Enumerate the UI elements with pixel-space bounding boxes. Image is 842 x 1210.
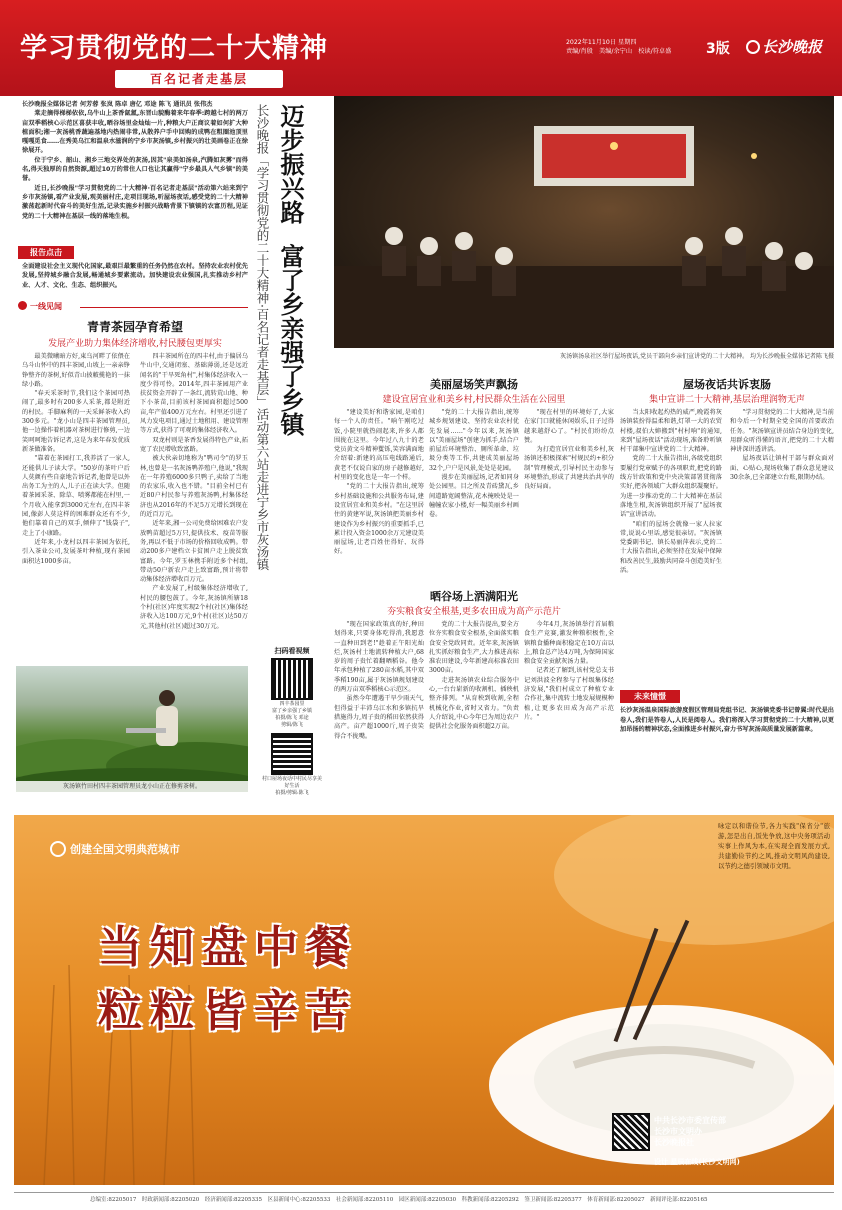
qr-code-video-2[interactable] bbox=[273, 735, 311, 773]
story1-paragraph: "党的二十大报告指出,统筹城乡规划建设、坚持农业农村优先发展……"今年以来,灰汤镇以"美丽屋场"创建为抓手,结合户前屋后环境整治、厕所革命、垃圾分类等工作,共建成美丽屋场32个,户户是风景,处处是花园。 bbox=[429, 409, 519, 472]
report-box-label: 报告点击 bbox=[18, 246, 74, 259]
ad-headline-1: 当知盘中餐 bbox=[98, 922, 358, 973]
story1-paragraph: 漫步在美丽屋场,记者如同身处公园里。目之所及青砖黛瓦,乡间道路宽阔整洁,花木掩映处是一幢幢农家小楼,好一幅美丽乡村画卷。 bbox=[429, 474, 519, 519]
main-photo bbox=[334, 96, 834, 348]
story1-paragraph: "现在村里的环境好了,大家在家门口就能休闲娱乐,日子过得越来越舒心了。"村民们纷纷点赞。 bbox=[524, 409, 614, 444]
ad-sponsors: 中共长沙市委宣传部 长沙市文明办 长沙晚报社 bbox=[654, 1115, 726, 1147]
headline-second-text: 富了乡亲强了乡镇 bbox=[276, 244, 305, 436]
frontline-paragraph: 近年来,小龙村以四丰茶园为依托,引入茶业公司,发展茶叶种植,现有茶园面积达1000多亩。 bbox=[22, 538, 130, 565]
lead-paragraph-2: 位于宁乡、韶山、湘乡三地交界处的灰汤,因其"泉美如汤泉,汽腾如灰雾"而得名,得天独厚的自然资源,超过10万的常住人口也让其赢得"宁乡最具人气乡镇"的美誉。 bbox=[22, 156, 248, 183]
frontline-paragraph: 产业发展了,村级集体经济增收了,村民的腰包鼓了。今年,灰汤镇所辖18个村(社区)年度实现2个村(社区)集体经济收入达100万元,9个村(社区)达50万元,其他村(社区)超过30万元。 bbox=[140, 585, 248, 630]
headline-kicker-text: 长沙晚报「学习贯彻党的二十大精神·百名记者走基层」活动第六站走进宁乡市灰汤镇 bbox=[255, 104, 270, 571]
story3-subtitle: 夯实粮食安全根基,更多农田成为高产示范片 bbox=[387, 607, 561, 617]
story1-col-3 bbox=[524, 408, 614, 590]
story3-paragraph: 走进灰汤镇农业综合服务中心,一台台崭新的收割机、插秧机整齐排列。"从育秧到收割,全程机械化作业,省时又省力。"负责人介绍说,中心今年已为周边农户提供社会化服务面积超2万亩。 bbox=[429, 676, 519, 731]
headline-second bbox=[276, 244, 304, 436]
qr-caption-2: 村口屋场夜话中村民尽享美好生活 拍摄/剪辑:陈飞 bbox=[262, 776, 323, 796]
qr-code-video-1[interactable] bbox=[273, 660, 311, 698]
editors-line: 责编/肖殷 美编/余宁山 校读/符卓盛 bbox=[566, 48, 672, 55]
column-title bbox=[20, 26, 328, 65]
story2-paragraph: "咱们的屋场会就像一家人拉家常,说说心里话,感觉很亲切。"灰汤镇党委副书记、镇长易丽萍表示,党的二十大报告指出,必须坚持在发展中保障和改善民生,鼓励共同奋斗创造美好生活。 bbox=[620, 520, 722, 575]
frontline-paragraph: 被大伙亲切地称为"鸭司令"的罗玉林,也曾是一名灰汤鸭养殖户,他说,"我现在一年养殖6000多只鸭子,卖给了当地的农家乐,收入也不错。"目前全村已有近80户村民参与养殖灰汤鸭,村集体经济也从2016年的不足5万元增长到现在的近百万元。 bbox=[140, 455, 248, 519]
headline-kicker bbox=[254, 104, 270, 644]
paper-logo bbox=[746, 36, 822, 57]
ad-design-credit: 设计 星辰在线(长沙文明网) bbox=[654, 1158, 740, 1166]
footer-phones: 总编室:82205017 时政新闻部:82205020 经济新闻部:82205335 区县新闻中心:82205533 社会新闻部:82205110 园区新闻部:82205030 科教新闻部:82205292 签卫新闻部:82205377 体育新闻部:82205027 新闻评论部:82205165 bbox=[90, 1197, 708, 1203]
story2-paragraph: 屋场夜话让镇村干部与群众面对面、心贴心,现场收集了群众意见建议30余条,已全部建立台账,限期办结。 bbox=[730, 455, 834, 482]
frontline-paragraph: 最美微曦暗方好,東乌河畔了依偎在乌斗山怀中的四丰茶园,山坡上一亲亲铮铮整齐的茶树,好似青山披帔揽艳的一抹绿小路。 bbox=[22, 353, 130, 388]
ad-qr-code[interactable] bbox=[614, 1115, 648, 1149]
frontline-paragraph: 四丰茶园所在的四丰村,由于偏居乌牛山中,交通闭塞、基础薄弱,还是远近闻名的"干旱死角村",村集体经济收入一度少得可怜。2014年,四丰茶园用产业扶贫资金开辟了一条红,流转荒山地、种下小茶苗,目前该村茶园面积超过500亩,年产值400万元左右。村里还引进了风力发电项目,通过土地租用、建设管理等方式,获得了可观的集体经济收入。 bbox=[140, 353, 248, 435]
qr-block bbox=[262, 646, 322, 797]
ad-slogan: 咏定以和谐俭节,各力实践"保省分"旅游,怎是出自,饭先争放,这中央务项活动实事上作风为本,在实现全面发展方式,共建勤俭节约之风,推动文明风尚建设,以节约之德引领城市文明。 bbox=[718, 822, 830, 870]
frontline-subtitle: 发展产业助力集体经济增收,村民腰包更厚实 bbox=[48, 339, 222, 349]
ad-flame-icon bbox=[50, 841, 66, 857]
story1-paragraph: 为打造宜居宜业和美乡村,灰汤镇还积极探索"村规民约+积分制"管理模式,引导村民主动参与环境整治,形成了共建共治共享的良好局面。 bbox=[524, 446, 614, 491]
story3-col-3 bbox=[524, 620, 614, 808]
story2-col-2 bbox=[730, 408, 834, 682]
header-meta bbox=[566, 38, 701, 56]
footer-rule bbox=[14, 1192, 834, 1193]
story2-subtitle: 集中宣讲二十大精神,基层治理润物无声 bbox=[649, 395, 805, 405]
frontline-body-col-2 bbox=[140, 352, 248, 664]
story2-title: 屋场夜话共诉衷肠 bbox=[683, 378, 771, 391]
headline-main-text: 迈步振兴路 bbox=[276, 104, 305, 224]
story3-paragraph: 今年4月,灰汤镇举行首届粮食生产竞赛,激发种粮积极性,全镇粮食播种面积稳定在10万亩以上,粮食总产达4万吨,为保障国家粮食安全贡献灰汤力量。 bbox=[524, 621, 614, 666]
sub-column-label bbox=[115, 70, 283, 88]
headline-main bbox=[276, 104, 304, 224]
lead-block bbox=[22, 100, 248, 242]
page-number: 3版 bbox=[706, 41, 730, 57]
tea-photo-caption: 灰汤镇竹田村四丰茶园管理员龙小山正在修剪茶树。 bbox=[16, 781, 248, 792]
ad-campaign-text: 创建全国文明典范城市 bbox=[70, 843, 180, 856]
sub-column-text: 百名记者走基层 bbox=[149, 72, 248, 86]
story1-col-2 bbox=[429, 408, 519, 590]
story2-paragraph: 当太阳收起灼热的威严,晚霞将灰汤镇装扮得温柔和谐,灯罩一大的农贸村楼,叔伯大婶搬到"村村响"的通知,来到"屋场夜话"活动现场,准备聆听镇村干部集中宣讲党的二十大精神。 bbox=[620, 409, 722, 454]
story3-col-1 bbox=[334, 620, 424, 808]
column-title-text: 学习贯彻党的二十大精神 bbox=[20, 33, 328, 64]
story3-title: 晒谷场上洒满阳光 bbox=[430, 590, 518, 603]
frontline-label-text: 一线见闻 bbox=[30, 302, 62, 311]
civility-ad bbox=[14, 815, 834, 1185]
frontline-body-col-1 bbox=[22, 352, 130, 664]
frontline-paragraph: "靠着在茶园打工,我养活了一家人,还能供儿子读大学。"50岁的茶叶户后人莫颜有些自豪地告诉记者,他曾是以外出务工为主的人,儿子正在读大学。但随着茶园采茶、除草、喷雾都能在村里,一个月收入能拿到3000元左右,在四丰茶园,像彭人莫这样的困难群众还有不少,他们靠着自己的双手,倾伸了"钱袋子",走上了小康路。 bbox=[22, 455, 130, 537]
ad-campaign-label bbox=[50, 841, 180, 857]
tea-garden-illustration bbox=[16, 666, 248, 792]
frontline-arrow-icon bbox=[18, 301, 27, 310]
frontline-paragraph: "春天采茶时节,我们这个茶园可热闹了,最多时有200多人采茶,都是附近的村民。手脚麻利的一天采鲜茶收入约300多元。"龙小山是四丰茶园管理员,他一边操作着机器对茶树进行修剪,一边笑呵呵地告诉记者,这是为来年春发优质新茶做准备。 bbox=[22, 390, 130, 453]
paper-logo-mark bbox=[746, 40, 760, 54]
future-box-text: 长沙灰汤温泉国际旅游度假区管理局党组书记、灰汤镇党委书记曾翼:时代是出卷人,我们是答卷人,人民是阅卷人。我们将深入学习贯彻党的二十大精神,以更加昂扬的精神状态,全面推进乡村振兴,奋力书写灰汤高质量发展新篇章。 bbox=[620, 707, 834, 733]
frontline-label bbox=[18, 300, 62, 313]
issue-date: 2022年11月10日 星期四 bbox=[566, 39, 637, 46]
main-photo-caption: 灰汤镇汤泉社区举行屋场夜话,党员干部向乡亲们宣讲党的二十大精神。 均为长沙晚报全媒体记者陈飞摄 bbox=[560, 353, 834, 360]
lead-paragraph-3: 近日,长沙晚报"学习贯彻党的二十大精神·百名记者走基层"活动第六站来到宁乡市灰汤镇,看产业发展,观美丽村庄,走项目现场,听屋场夜话,感受党的二十大精神激荡起新时代奋斗的美好生活,记录实施乡村振兴战略背景下镇镇的农富历程,见证党的二十大精神在基层一线的落地生根。 bbox=[22, 184, 248, 220]
frontline-paragraph: 双龙村则是茶香发展得特色产业,拓宽了农民增收致富路。 bbox=[140, 436, 248, 453]
tea-garden-photo bbox=[16, 666, 248, 792]
paper-logo-text: 长沙晚报 bbox=[762, 38, 823, 56]
story1-paragraph: "党的二十大报告指出,统筹乡村基础设施和公共服务布局,建设宜居宜业和美乡村。"在这里居住的黄建军说,灰汤镇把美丽乡村建设作为乡村振兴的重要抓手,已累计投入资金1000余万元建设美丽屋场,让老百姓住得好、玩得好。 bbox=[334, 483, 424, 556]
story3-col-2 bbox=[429, 620, 519, 808]
story1-subtitle: 建设宜居宜业和美乡村,村民群众生活在公园里 bbox=[382, 395, 566, 405]
story2-col-1 bbox=[620, 408, 722, 682]
story3-paragraph: 虽然今年遭遇干旱少雨天气,但得益于丰沛乌江水和多镇抗旱措施得力,周子贵的稻田依然获得高产。亩产超1000斤,周子贵笑得合不拢嘴。 bbox=[334, 695, 424, 740]
report-box-text: 全面建设社会主义现代化国家,最艰巨最繁重的任务仍然在农村。坚持农业农村优先发展,坚持城乡融合发展,畅通城乡要素流动。加快建设农业强国,扎实推动乡村产业、人才、文化、生态、组织振兴。 bbox=[22, 263, 248, 289]
story1-title: 美丽屋场笑声飘扬 bbox=[430, 378, 518, 391]
qr-caption-1: 四丰茶园里 富了乡亲强了乡镇 拍摄/陈飞 邓途 剪辑/陈飞 bbox=[271, 701, 312, 728]
lead-byline: 长沙晚报全媒体记者 何芳蓉 张岚 陈卓 唐亿 邓途 陈飞 通讯员 张伟杰 bbox=[22, 101, 213, 108]
future-box-label: 未来憧憬 bbox=[620, 690, 680, 703]
story3-paragraph: 记者还了解到,该村党总支书记刘洪波全程参与了村级集体经济发展,"我们村成立了种植专业合作社,集中流转土地发展规模种植,让更多农田成为高产示范片。" bbox=[524, 667, 614, 721]
frontline-paragraph: 近年来,湘一公司免费给困难农户发放鸭苗超过5万只,提供技术、疫苗等服务,再以不低于市场的价格回收成鸭。带动200多户建档立卡贫困户走上脱贫致富路。今年,罗玉林携手附近多个村组,带动50户新农户走上致富路,预计将带动集体经济增收百万元。 bbox=[140, 520, 248, 584]
story1-col-1 bbox=[334, 408, 424, 590]
qr-title: 扫码看视频 bbox=[274, 647, 310, 655]
story1-paragraph: "建设美好和谐家园,是咱们每一个人的责任。"晌午刚吃过饭,小院里就热闹起来,许多人都围拢在这里。今年过八九十的老党员黄文斗精神矍铄,笑容满面地介绍着:新建的高压电线路通后,黄老不仅说自家的房子越修越好,村里的变化也是一年一个样。 bbox=[334, 409, 424, 482]
story2-paragraph: "学习贯彻党的二十大精神,是当前和今后一个时期全党全国的首要政治任务。"灰汤镇宣讲员结合身边的变化,用群众听得懂的语言,把党的二十大精神讲深讲透讲活。 bbox=[730, 409, 834, 454]
story2-paragraph: 党的二十大报告指出,各级党组织要履行党章赋予的各项职责,把党的路线方针政策和党中央决策部署贯彻落实好,把各领域广大群众组织凝聚好。为进一步推动党的二十大精神在基层落地生根,灰汤镇组织开展了"屋场夜话"宣讲活动。 bbox=[620, 455, 722, 519]
lead-paragraph-1: 棠走摘得梯梯依依,乌牛山上茶香氤氲,东晋山貌酶着来年春季:跨越七村的两万亩双季稻核心示范区喜获丰收,晒谷场里金灿灿一片,种粮大户正商议着如何扩大种植面积;湘一灰汤桃香蔬遍基地内热闹非常,从散养户手中回购的成鸭在粗圈池顶里嘎嘎觅食……在秀美乌江和温泉水滋润的宁乡市灰汤镇,乡村振兴的壮美画卷正在徐徐展开。 bbox=[22, 110, 248, 155]
frontline-title: 青青茶园孕育希望 bbox=[86, 320, 183, 334]
frontline-rule bbox=[80, 307, 248, 308]
ad-headline-2: 粒粒皆辛苦 bbox=[98, 986, 358, 1037]
story3-paragraph: "现在国家政策真的好,种田划得来,只要身体吃得消,我愿意一直种田到老!"趁着正午阳光灿烂,灰汤村土地流转种植大户,68岁的周子贵忙着翻晒稻谷。他今年承包种植了280亩水稻,其中双季稻190亩,属于灰汤镇规划建设的两万亩双季稻核心示范区。 bbox=[334, 621, 424, 694]
night-meeting-illustration bbox=[334, 96, 834, 348]
story3-paragraph: 党的二十大报告提出,要全方位夯实粮食安全根基,全面落实粮食安全党政同责。近年来,灰汤镇扎实抓好粮食生产,大力推进高标准农田建设,今年新建高标准农田3000亩。 bbox=[429, 621, 519, 675]
